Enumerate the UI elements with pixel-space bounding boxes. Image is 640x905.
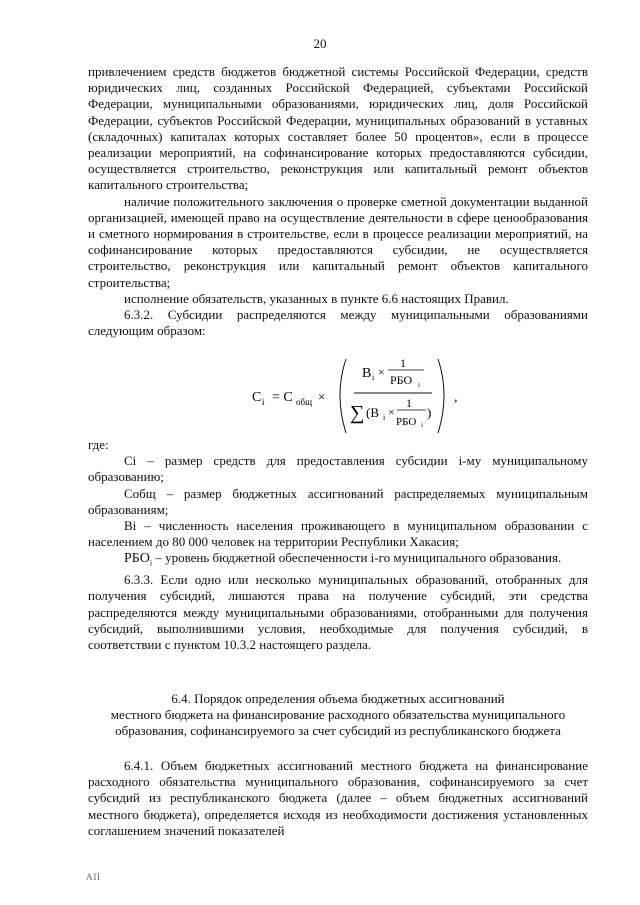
- formula-lhs-sub: i: [262, 397, 265, 407]
- formula-rbo-2: РБО: [396, 416, 417, 428]
- formula-sum: ∑: [350, 402, 365, 424]
- rbo-symbol-sub: i: [149, 559, 153, 569]
- formula-times-2: ×: [378, 365, 385, 379]
- paragraph-2: наличие положительного заключения о проверке сметной документации выданной организацией, имеющей право на осуществление деятельности в сфере ценообразования и сметного нормирования в строительстве, если в процессе реализации мероприятий, на софинансирование которых предоставляются субсидии, не осуществляется строительство, реконструкция или капитальный ремонт объектов капитального строительства;: [88, 193, 588, 290]
- paragraph-1: привлечением средств бюджетов бюджетной системы Российской Федерации, средств юридических лиц, созданных Российской Федерацией, субъектами Российской Федерации, муниципальными образованиями, юридических лиц, доля Российской Федерации, субъектов Российской Федерации, муниципальных образований в уставных (складочных) капиталах которых составляет более 50 процентов», если в процессе реализации мероприятий, на софинансирование которых предоставляются субсидии, осуществляется строительство, реконструкция или капитальный ремонт объектов капитального строительства;: [88, 64, 588, 193]
- formula-open-b: (B: [366, 405, 379, 420]
- formula-rbo: РБО: [390, 373, 413, 387]
- formula-rbo-sub: i: [418, 381, 420, 389]
- definition-rbo: [88, 550, 588, 572]
- formula-total-sub: общ: [296, 397, 313, 407]
- formula-times-3: ×: [388, 405, 395, 419]
- section-heading-6-4: [88, 691, 588, 740]
- formula-close: ): [427, 405, 432, 420]
- definition-ci: Ci – размер средств для предоставления субсидии i-му муниципальному образованию;: [88, 453, 588, 485]
- paragraph-6-3-3: 6.3.3. Если одно или несколько муниципальных образований, отобранных для получения субсидий, лишаются права на получение субсидий, эти средства распределяются между муниципальными образованиями, отобранными для получения субсидий, выполнившими условия, необходимые для получения субсидий, в соответствии с пунктом 10.3.2 настоящего раздела.: [88, 572, 588, 653]
- paragraph-6-3-2: 6.3.2. Субсидии распределяются между муниципальными образованиями следующим образом:: [88, 307, 588, 339]
- formula-one-2: 1: [406, 396, 412, 410]
- page-number: 20: [313, 36, 327, 51]
- formula-lhs: C: [252, 390, 262, 405]
- formula-b: B: [362, 366, 372, 381]
- formula-b-sub: i: [372, 373, 375, 382]
- formula-open-b-sub: i: [383, 413, 386, 422]
- text-block-top: [88, 64, 588, 339]
- formula-right-paren: [438, 359, 444, 433]
- paragraph-3: исполнение обязательств, указанных в пункте 6.6 настоящих Правил.: [124, 290, 509, 306]
- formula-left-paren: [340, 359, 346, 433]
- distribution-formula: [250, 355, 510, 435]
- formula-times: ×: [318, 389, 326, 404]
- text-block-bottom: [88, 758, 588, 839]
- heading-line-1: 6.4. Порядок определения объема бюджетных ассигнований: [171, 691, 505, 706]
- text-block-definitions: [88, 437, 588, 653]
- stamp-mark-icon: АП: [86, 872, 101, 882]
- formula-comma: ,: [454, 390, 458, 405]
- formula-one: 1: [400, 356, 406, 370]
- paragraph-6-4-1: 6.4.1. Объем бюджетных ассигнований местного бюджета на финансирование расходного обязательства муниципального образования, софинансируемого за счет субсидий из республиканского бюджета (далее – объем бюджетных ассигнований местного бюджета), определяется исходя из необходимости достижения установленных соглашением значений показателей: [88, 758, 588, 838]
- formula-rbo-sub-2: i: [421, 421, 423, 429]
- rbo-symbol: РБО: [124, 551, 150, 567]
- where-label: где:: [88, 437, 109, 452]
- formula-eq: = C: [272, 390, 293, 405]
- heading-line-3: образования, софинансируемого за счет субсидий из республиканского бюджета: [115, 723, 561, 739]
- definition-cobsh: Cобщ – размер бюджетных ассигнований распределяемых муниципальным образованиям;: [88, 485, 588, 517]
- definition-rbo-text: – уровень бюджетной обеспеченности i-го муниципального образования.: [155, 550, 562, 566]
- heading-line-2: местного бюджета на финансирование расходного обязательства муниципального: [110, 707, 566, 723]
- definition-bi: Bi – численность населения проживающего в муниципальном образовании с населением до 80 000 человек на территории Республики Хакасия;: [88, 518, 588, 550]
